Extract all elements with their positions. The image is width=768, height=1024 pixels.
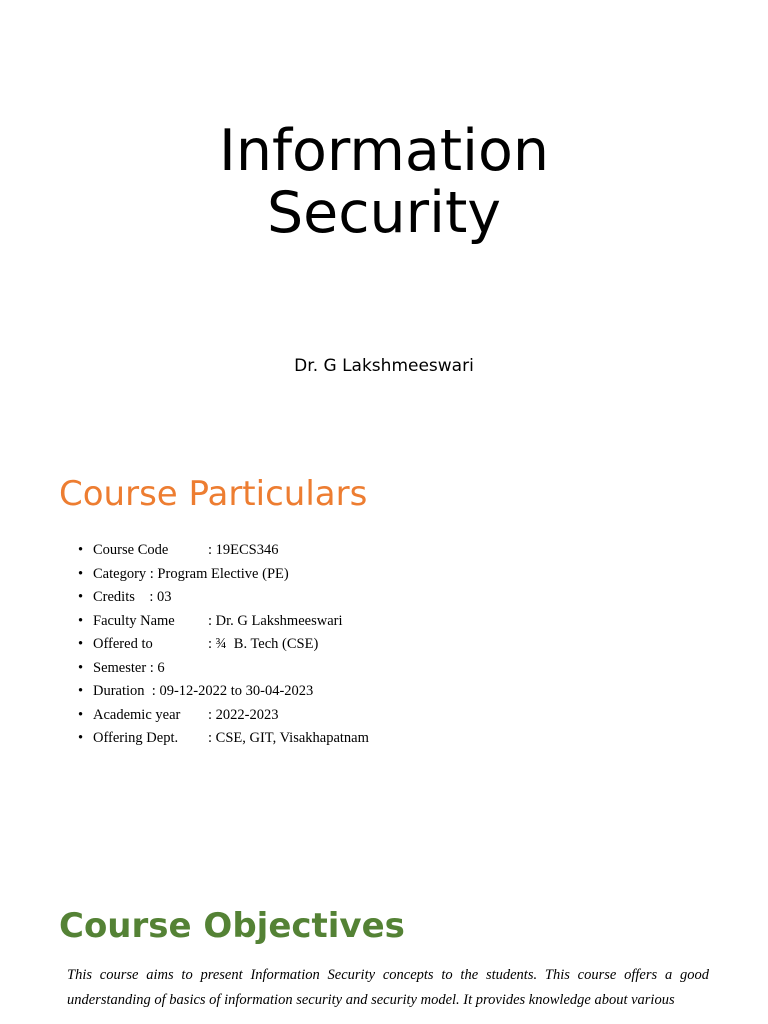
particular-item — [78, 563, 369, 587]
particular-item — [78, 680, 369, 704]
particular-value: : 2022-2023 — [208, 706, 279, 723]
particular-value: : Program Elective (PE) — [149, 565, 289, 582]
course-objectives-heading: Course Objectives — [59, 906, 405, 946]
particular-item — [78, 727, 369, 751]
slide-title — [0, 120, 768, 244]
particular-item — [78, 633, 369, 657]
particular-value: : ¾ B. Tech (CSE) — [208, 636, 319, 652]
particular-label: Academic year — [93, 706, 181, 723]
particular-label: Course Code — [93, 542, 169, 558]
particular-value: : 03 — [149, 589, 172, 605]
title-line-1: Information — [219, 118, 549, 184]
particular-value: : 6 — [149, 659, 165, 676]
particular-value: : 09-12-2022 to 30-04-2023 — [151, 683, 314, 699]
title-line-2: Security — [266, 180, 502, 246]
particular-label: Semester — [93, 659, 150, 676]
particular-label: Duration — [93, 683, 152, 699]
author-name: Dr. G Lakshmeeswari — [294, 356, 474, 376]
particular-label: Faculty Name — [93, 612, 175, 629]
particular-item — [78, 539, 369, 563]
particular-item — [78, 586, 369, 610]
particular-value: : 19ECS346 — [208, 542, 279, 558]
course-particulars-heading: Course Particulars — [59, 474, 368, 514]
course-particulars-list — [78, 539, 369, 751]
particular-item — [78, 610, 369, 634]
particular-item — [78, 704, 369, 728]
particular-label: Offering Dept. — [93, 730, 179, 746]
particular-value: : Dr. G Lakshmeeswari — [208, 612, 343, 629]
particular-value: : CSE, GIT, Visakhapatnam — [208, 730, 369, 746]
course-objectives-text: This course aims to present Information Security concepts to the students. This course offers a good understanding of basics of information security and security model. It provides knowledge about various — [67, 967, 709, 1008]
particular-label: Category — [93, 565, 150, 582]
particular-item — [78, 657, 369, 681]
particular-label: Credits — [93, 589, 150, 605]
particular-label: Offered to — [93, 636, 153, 652]
